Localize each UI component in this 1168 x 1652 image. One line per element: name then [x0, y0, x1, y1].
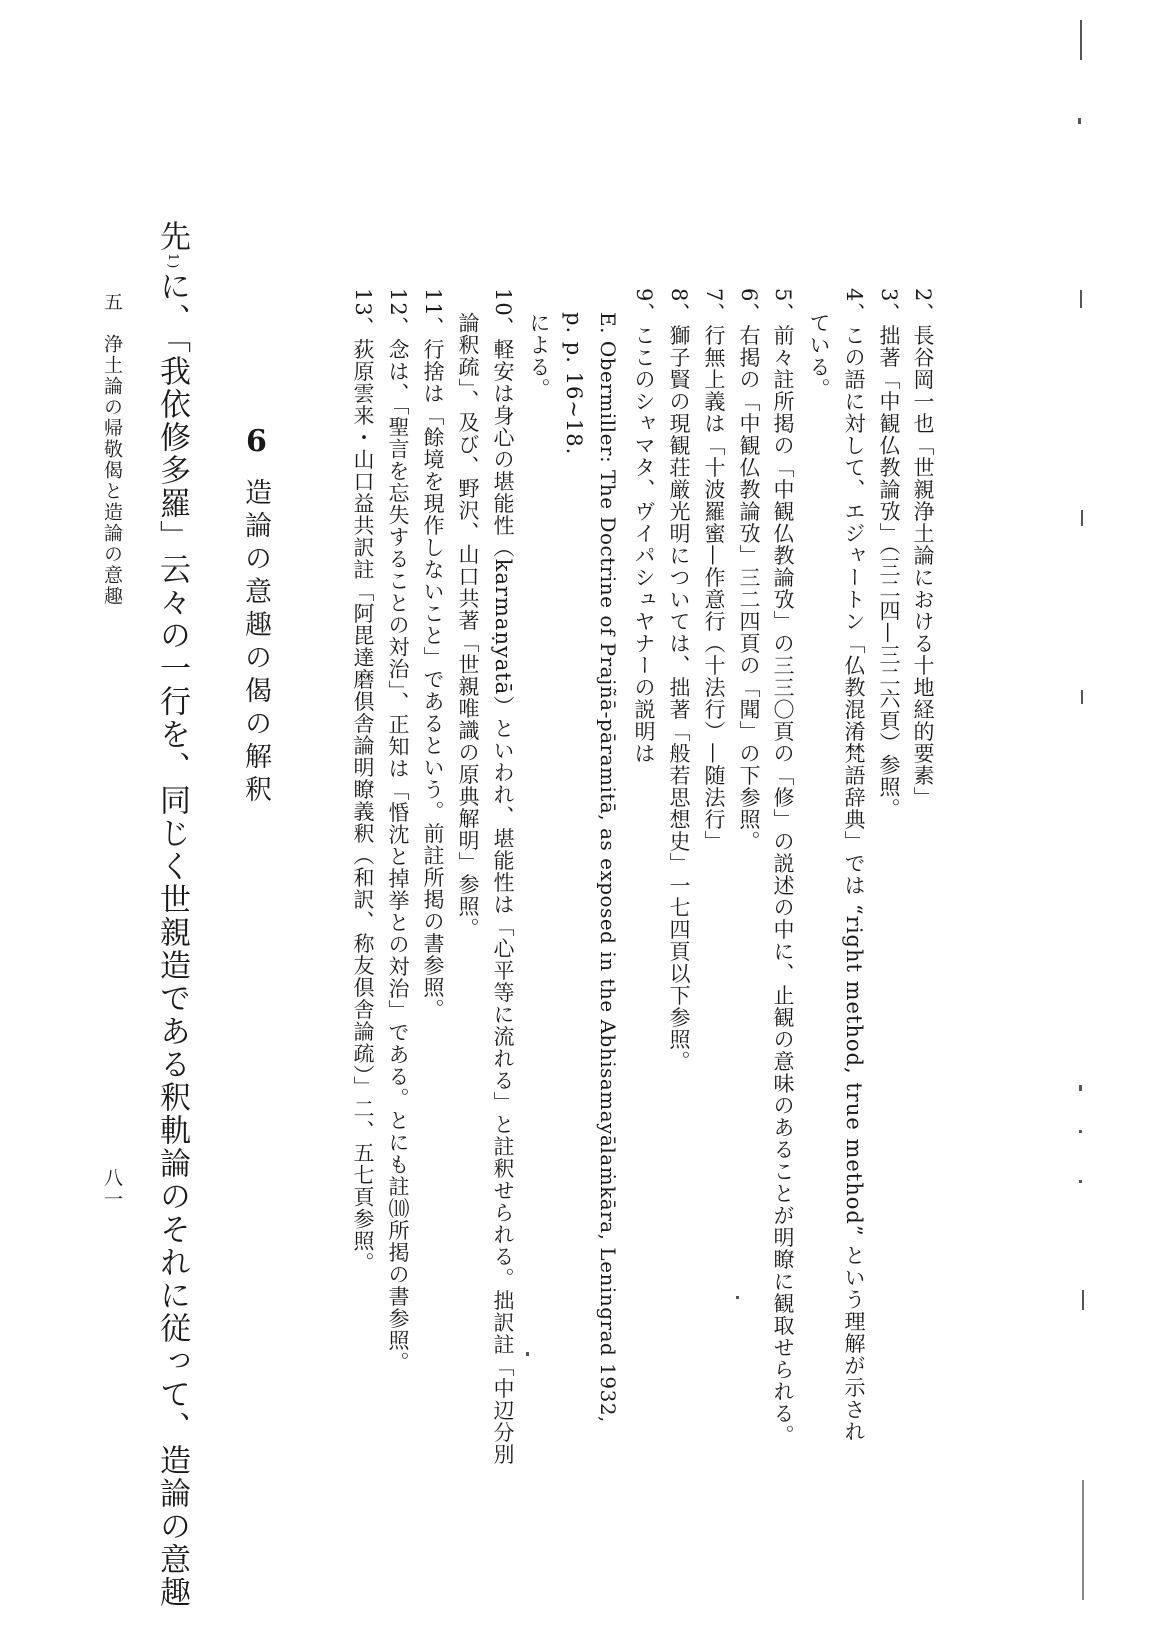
scan-speck — [1079, 1130, 1082, 1133]
footnote-4: 4、この語に対して、エジャートン「仏教混淆梵語辞典」では “right method, true method” という理解が示され — [842, 288, 866, 1443]
body-line-1: 先1)に、 — [154, 220, 190, 337]
scan-edge-mark — [1081, 690, 1083, 704]
footnote-6: 6、右掲の「中観仏教論攷」三二四頁の「聞」の下参照。 — [737, 288, 761, 853]
scan-speck — [526, 1352, 529, 1356]
footnote-9-citation: E. Obermiller: The Doctrine of Prajñā-pāramitā, as exposed in the Abhisamayālaṁkāra, Leningrad 1932, — [596, 312, 620, 1423]
chapter-running-title: 五 浄土論の帰敬偈と造論の意趣 — [101, 292, 123, 607]
scan-speck — [1079, 1085, 1082, 1091]
body-line-2: 「我依修多羅」云々の一行を、同じく世親造である釈軌論のそれに従って、造論の意趣 — [154, 322, 190, 1609]
footnote-5: 5、前々註所掲の「中観仏教論攷」の三三〇頁の「修」の説述の中に、止観の意味のあることが明瞭に観取せられる。 — [771, 288, 795, 1447]
footnote-7: 7、行無上義は「十波羅蜜—作意行（十法行）—随法行」 — [702, 288, 726, 853]
footnote-3: 3、拙著「中観仏教論攷」（三二四—三二六頁）参照。 — [877, 288, 901, 820]
scan-edge-mark — [1081, 510, 1083, 526]
footnote-2: 2、長谷岡一也「世親浄土論における十地経的要素」 — [911, 288, 935, 809]
scan-speck — [1079, 1180, 1082, 1183]
scan-edge-mark — [1080, 290, 1082, 308]
footnote-10: 10、軽安は身心の堪能性（karmaṇyatā）といわれ、堪能性は「心平等に流れる」と註釈せられる。拙訳註「中辺分別 — [491, 288, 515, 1466]
section-number: 6 — [246, 424, 267, 459]
footnote-9-pages: p. p. 16~18. — [562, 312, 586, 456]
footnote-10-cont: 論釈疏」、及び、野沢、山口共著「世親唯識の原典解明」参照。 — [456, 312, 480, 940]
footnote-4-cont: ている。 — [807, 312, 831, 400]
footnote-12: 12、念は、「聖言を忘失することの対治」、正知は「惛沈と掉挙との対治」である。とにも註⑽所掲の書参照。 — [386, 288, 410, 1374]
page-number: 八一 — [101, 1168, 123, 1210]
footnote-8: 8、獅子賢の現観荘厳光明については、拙著「般若思想史」一七四頁以下参照。 — [667, 288, 691, 1073]
footnote-13: 13、荻原雲来・山口益共訳註「阿毘達磨倶舎論明瞭義釈（和訳、称友倶舎論疏）」二、五七頁参照。 — [351, 288, 375, 1275]
footnote-9: 9、ここのシャマタ、ヴイパシュヤナーの説明は — [632, 288, 656, 765]
scan-edge-mark — [1082, 1480, 1084, 1600]
section-title: 造論の意趣の偈の解釈 — [240, 478, 271, 808]
scan-speck — [736, 1296, 739, 1299]
footnote-11: 11、行捨は「餘境を現作しないこと」であるという。前註所掲の書参照。 — [421, 288, 445, 1021]
scan-edge-mark — [1082, 1290, 1084, 1310]
scan-speck — [1078, 118, 1081, 124]
scan-edge-mark — [1080, 20, 1082, 60]
footnote-9-end: による。 — [527, 312, 551, 400]
